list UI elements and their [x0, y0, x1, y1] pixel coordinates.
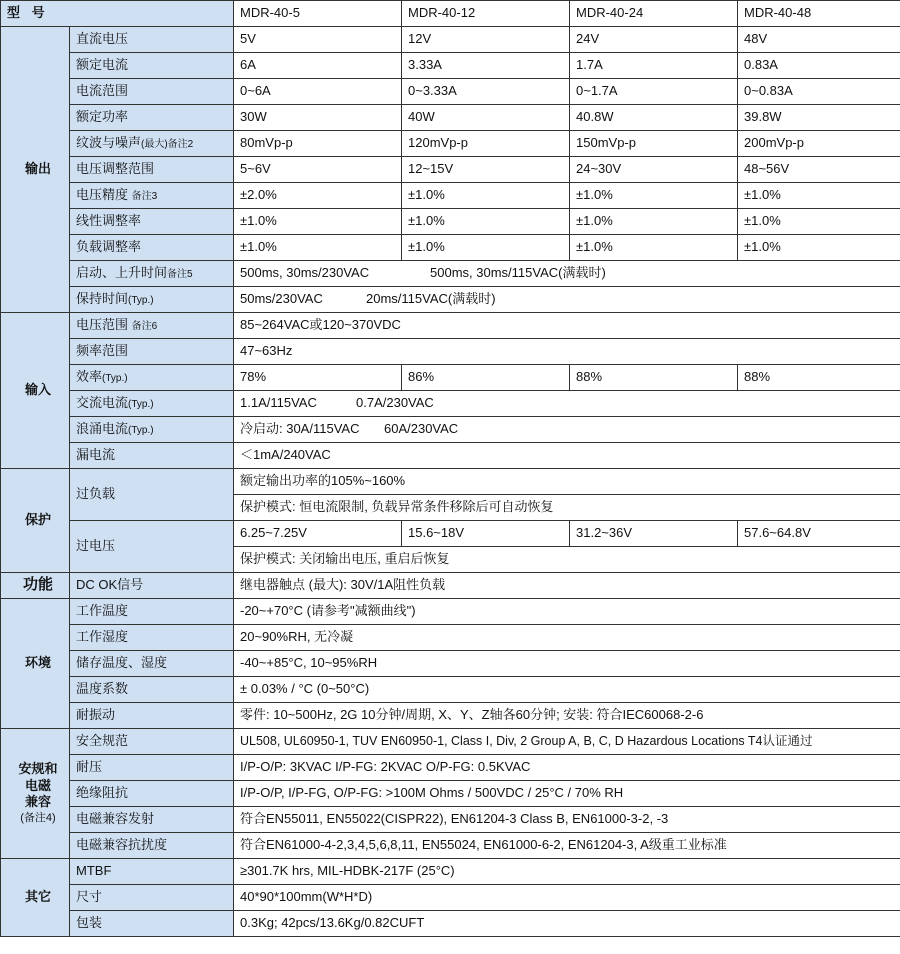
spec-value: 5~6V: [234, 157, 402, 183]
spec-value: 40W: [402, 105, 570, 131]
param-note: 备注6: [131, 321, 158, 333]
spec-value-wide: 20~90%RH, 无冷凝: [234, 625, 900, 651]
spec-row: [1, 573, 900, 599]
param-cell: [70, 391, 234, 417]
spec-value: 88%: [738, 365, 900, 391]
param-label: 交流电流: [76, 395, 129, 411]
spec-row: [1, 599, 900, 625]
param-label: 电压范围: [76, 317, 129, 333]
param-cell: [70, 261, 234, 287]
spec-value: 150mVp-p: [570, 131, 738, 157]
spec-value: 24~30V: [570, 157, 738, 183]
spec-row: [1, 391, 900, 417]
spec-value-wide: 额定输出功率的105%~160%: [234, 469, 900, 495]
spec-value-wide: 零件: 10~500Hz, 2G 10分钟/周期, X、Y、Z轴各60分钟; 安装: 符合IEC60068-2-6: [234, 703, 900, 729]
spec-value: 78%: [234, 365, 402, 391]
spec-value-wide: ± 0.03% / °C (0~50°C): [234, 677, 900, 703]
spec-value: 57.6~64.8V: [738, 521, 900, 547]
spec-value: ±1.0%: [738, 183, 900, 209]
spec-value: 200mVp-p: [738, 131, 900, 157]
spec-row: [1, 807, 900, 833]
spec-value: 24V: [570, 27, 738, 53]
spec-row: [1, 235, 900, 261]
param-label: DC OK信号: [70, 573, 234, 599]
spec-value-wide: [234, 261, 900, 287]
spec-value-wide: 保护模式: 关闭输出电压, 重启后恢复: [234, 547, 900, 573]
spec-value: 48~56V: [738, 157, 900, 183]
spec-value-wide: 0.3Kg; 42pcs/13.6Kg/0.82CUFT: [234, 911, 900, 937]
spec-row: [1, 313, 900, 339]
spec-value-wide: 47~63Hz: [234, 339, 900, 365]
param-cell: [70, 313, 234, 339]
spec-value: 88%: [570, 365, 738, 391]
model-name: MDR-40-48: [738, 1, 900, 27]
spec-value: 80mVp-p: [234, 131, 402, 157]
spec-row: [1, 729, 900, 755]
spec-value: ±1.0%: [402, 235, 570, 261]
spec-value: ±1.0%: [570, 209, 738, 235]
spec-value-part: 50ms/230VAC: [240, 291, 323, 307]
spec-value-wide: 符合EN61000-4-2,3,4,5,6,8,11, EN55024, EN61000-6-2, EN61204-3, A级重工业标准: [234, 833, 900, 859]
spec-value-part: 冷启动: 30A/115VAC: [240, 421, 360, 437]
param-label: 浪涌电流: [76, 421, 129, 437]
param-label: 漏电流: [70, 443, 234, 469]
spec-value: ±1.0%: [234, 235, 402, 261]
spec-row: [1, 183, 900, 209]
param-cell: [70, 417, 234, 443]
spec-value: 3.33A: [402, 53, 570, 79]
spec-row: [1, 365, 900, 391]
model-name: MDR-40-12: [402, 1, 570, 27]
param-label: 线性调整率: [70, 209, 234, 235]
param-label: 储存温度、湿度: [70, 651, 234, 677]
spec-value-wide: 40*90*100mm(W*H*D): [234, 885, 900, 911]
param-cell: [70, 131, 234, 157]
category-safety-emc: [1, 729, 70, 859]
spec-value: 12~15V: [402, 157, 570, 183]
spec-value-wide: ≥301.7K hrs, MIL-HDBK-217F (25°C): [234, 859, 900, 885]
spec-row: [1, 261, 900, 287]
spec-row: [1, 105, 900, 131]
spec-value-wide: I/P-O/P: 3KVAC I/P-FG: 2KVAC O/P-FG: 0.5KVAC: [234, 755, 900, 781]
spec-row: [1, 287, 900, 313]
spec-value: 0~1.7A: [570, 79, 738, 105]
spec-value: 48V: [738, 27, 900, 53]
spec-value: ±1.0%: [738, 209, 900, 235]
param-note: (最大)备注2: [141, 139, 194, 151]
spec-value-wide: [234, 287, 900, 313]
spec-value: 31.2~36V: [570, 521, 738, 547]
param-label: 启动、上升时间: [76, 265, 168, 281]
param-note: (Typ.): [102, 373, 128, 385]
spec-row: [1, 27, 900, 53]
param-label: 耐压: [70, 755, 234, 781]
spec-value: 12V: [402, 27, 570, 53]
param-label: 电磁兼容抗扰度: [70, 833, 234, 859]
model-name: MDR-40-5: [234, 1, 402, 27]
param-label: 工作湿度: [70, 625, 234, 651]
category-line: 电磁: [24, 777, 51, 793]
param-label: 包装: [70, 911, 234, 937]
param-label: 额定电流: [70, 53, 234, 79]
param-label: 绝缘阻抗: [70, 781, 234, 807]
spec-row: [1, 469, 900, 495]
param-note: 备注3: [131, 191, 158, 203]
spec-row: [1, 651, 900, 677]
param-cell: [70, 183, 234, 209]
model-name: MDR-40-24: [570, 1, 738, 27]
param-label: 频率范围: [70, 339, 234, 365]
spec-value: 0.83A: [738, 53, 900, 79]
spec-value: ±2.0%: [234, 183, 402, 209]
spec-value: ±1.0%: [570, 183, 738, 209]
param-label: MTBF: [70, 859, 234, 885]
category-function: 功能: [1, 573, 70, 599]
param-label: 电磁兼容发射: [70, 807, 234, 833]
spec-value-part: 500ms, 30ms/115VAC(满载时): [430, 265, 606, 281]
spec-row: [1, 625, 900, 651]
param-label: 保持时间: [76, 291, 129, 307]
spec-value-wide: 继电器触点 (最大): 30V/1A阻性负载: [234, 573, 900, 599]
model-header-label: 型 号: [1, 1, 234, 27]
spec-row: [1, 157, 900, 183]
param-note: 备注5: [167, 269, 193, 281]
spec-value-wide: 符合EN55011, EN55022(CISPR22), EN61204-3 Class B, EN61000-3-2, -3: [234, 807, 900, 833]
spec-row: [1, 911, 900, 937]
category-note: (备注4): [20, 812, 56, 824]
param-label: 尺寸: [70, 885, 234, 911]
param-label: 纹波与噪声: [76, 135, 142, 151]
spec-value-part: 1.1A/115VAC: [240, 395, 317, 411]
param-note: (Typ.): [128, 425, 154, 437]
spec-value: 1.7A: [570, 53, 738, 79]
spec-value-wide: 85~264VAC或120~370VDC: [234, 313, 900, 339]
spec-row: [1, 417, 900, 443]
spec-value: ±1.0%: [570, 235, 738, 261]
spec-value-wide: [234, 417, 900, 443]
spec-value: 0~3.33A: [402, 79, 570, 105]
spec-row: [1, 755, 900, 781]
category-environment: 环境: [1, 599, 70, 729]
spec-value-wide: [234, 391, 900, 417]
header-row: [1, 1, 900, 27]
spec-value: ±1.0%: [402, 209, 570, 235]
param-note: (Typ.): [128, 399, 154, 411]
spec-row: [1, 53, 900, 79]
param-label: 工作温度: [70, 599, 234, 625]
spec-row: [1, 885, 900, 911]
spec-value-wide: ＜1mA/240VAC: [234, 443, 900, 469]
spec-value: ±1.0%: [402, 183, 570, 209]
category-others: 其它: [1, 859, 70, 937]
param-label: 效率: [76, 369, 103, 385]
spec-value: 15.6~18V: [402, 521, 570, 547]
param-label: 过负载: [70, 469, 234, 521]
param-label: 电压精度: [76, 187, 129, 203]
spec-row: [1, 79, 900, 105]
spec-value-wide: -40~+85°C, 10~95%RH: [234, 651, 900, 677]
param-label: 安全规范: [70, 729, 234, 755]
spec-value: 40.8W: [570, 105, 738, 131]
category-line: 安规和: [18, 761, 58, 777]
spec-row: [1, 859, 900, 885]
spec-value: 6A: [234, 53, 402, 79]
spec-value: 120mVp-p: [402, 131, 570, 157]
spec-row: [1, 833, 900, 859]
category-input: 输入: [1, 313, 70, 469]
param-label: 温度系数: [70, 677, 234, 703]
spec-value-part: 0.7A/230VAC: [356, 395, 434, 411]
param-label: 负载调整率: [70, 235, 234, 261]
spec-value-wide: 保护模式: 恒电流限制, 负载异常条件移除后可自动恢复: [234, 495, 900, 521]
spec-value: 86%: [402, 365, 570, 391]
category-output: 输出: [1, 27, 70, 313]
spec-value: 5V: [234, 27, 402, 53]
param-label: 电流范围: [70, 79, 234, 105]
spec-value-part: 60A/230VAC: [384, 421, 459, 437]
spec-row: [1, 131, 900, 157]
spec-value-wide: I/P-O/P, I/P-FG, O/P-FG: >100M Ohms / 500VDC / 25°C / 70% RH: [234, 781, 900, 807]
category-protection: 保护: [1, 469, 70, 573]
param-label: 额定功率: [70, 105, 234, 131]
param-label: 直流电压: [70, 27, 234, 53]
param-label: 耐振动: [70, 703, 234, 729]
spec-value: 0~6A: [234, 79, 402, 105]
spec-row: [1, 209, 900, 235]
spec-value: ±1.0%: [738, 235, 900, 261]
spec-row: [1, 443, 900, 469]
spec-row: [1, 521, 900, 547]
spec-row: [1, 703, 900, 729]
spec-row: [1, 677, 900, 703]
spec-row: [1, 781, 900, 807]
spec-row: [1, 339, 900, 365]
spec-value: 0~0.83A: [738, 79, 900, 105]
param-label: 电压调整范围: [70, 157, 234, 183]
spec-value: 6.25~7.25V: [234, 521, 402, 547]
spec-value-part: 20ms/115VAC(满载时): [366, 291, 496, 307]
spec-value: ±1.0%: [234, 209, 402, 235]
spec-value-wide: UL508, UL60950-1, TUV EN60950-1, Class I, Div, 2 Group A, B, C, D Hazardous Locations T4认证通过: [234, 729, 900, 755]
spec-value: 39.8W: [738, 105, 900, 131]
spec-value-part: 500ms, 30ms/230VAC: [240, 265, 370, 281]
param-label: 过电压: [70, 521, 234, 573]
param-cell: [70, 287, 234, 313]
spec-value-wide: -20~+70°C (请参考"减额曲线"): [234, 599, 900, 625]
param-note: (Typ.): [128, 295, 154, 307]
category-line: 兼容: [24, 793, 51, 809]
param-cell: [70, 365, 234, 391]
spec-value: 30W: [234, 105, 402, 131]
